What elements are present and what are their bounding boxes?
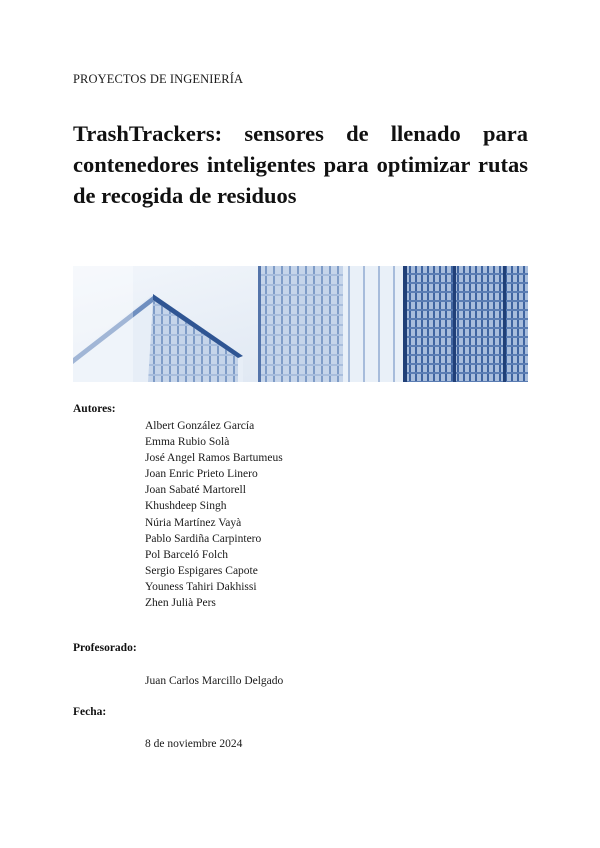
author-name: Youness Tahiri Dakhissi: [145, 580, 257, 593]
author-name: Emma Rubio Solà: [145, 436, 230, 449]
date-label: Fecha:: [73, 706, 107, 718]
document-date: 8 de noviembre 2024: [145, 738, 243, 750]
author-name: Joan Sabaté Martorell: [145, 484, 246, 497]
document-kicker: PROYECTOS DE INGENIERÍA: [73, 72, 244, 86]
authors-list: [145, 418, 283, 611]
author-name: Sergio Espigares Capote: [145, 564, 258, 577]
author-name: José Angel Ramos Bartumeus: [145, 452, 283, 465]
author-name: Zhen Julià Pers: [145, 597, 216, 610]
author-name: Pol Barceló Folch: [145, 548, 229, 561]
author-name: Khushdeep Singh: [145, 500, 227, 513]
author-name: Núria Martínez Vayà: [145, 516, 242, 529]
professor-name: Juan Carlos Marcillo Delgado: [145, 675, 284, 687]
author-name: Albert González García: [145, 420, 255, 432]
professor-label: Profesorado:: [73, 642, 137, 654]
document-title: TrashTrackers: sensores de llenado para contenedores inteligentes para optimizar rutas de recogida de residuos: [73, 121, 528, 208]
author-name: Joan Enric Prieto Linero: [145, 468, 258, 481]
authors-label: Autores:: [73, 403, 116, 415]
cover-image: [73, 266, 528, 382]
author-name: Pablo Sardiña Carpintero: [145, 532, 262, 545]
